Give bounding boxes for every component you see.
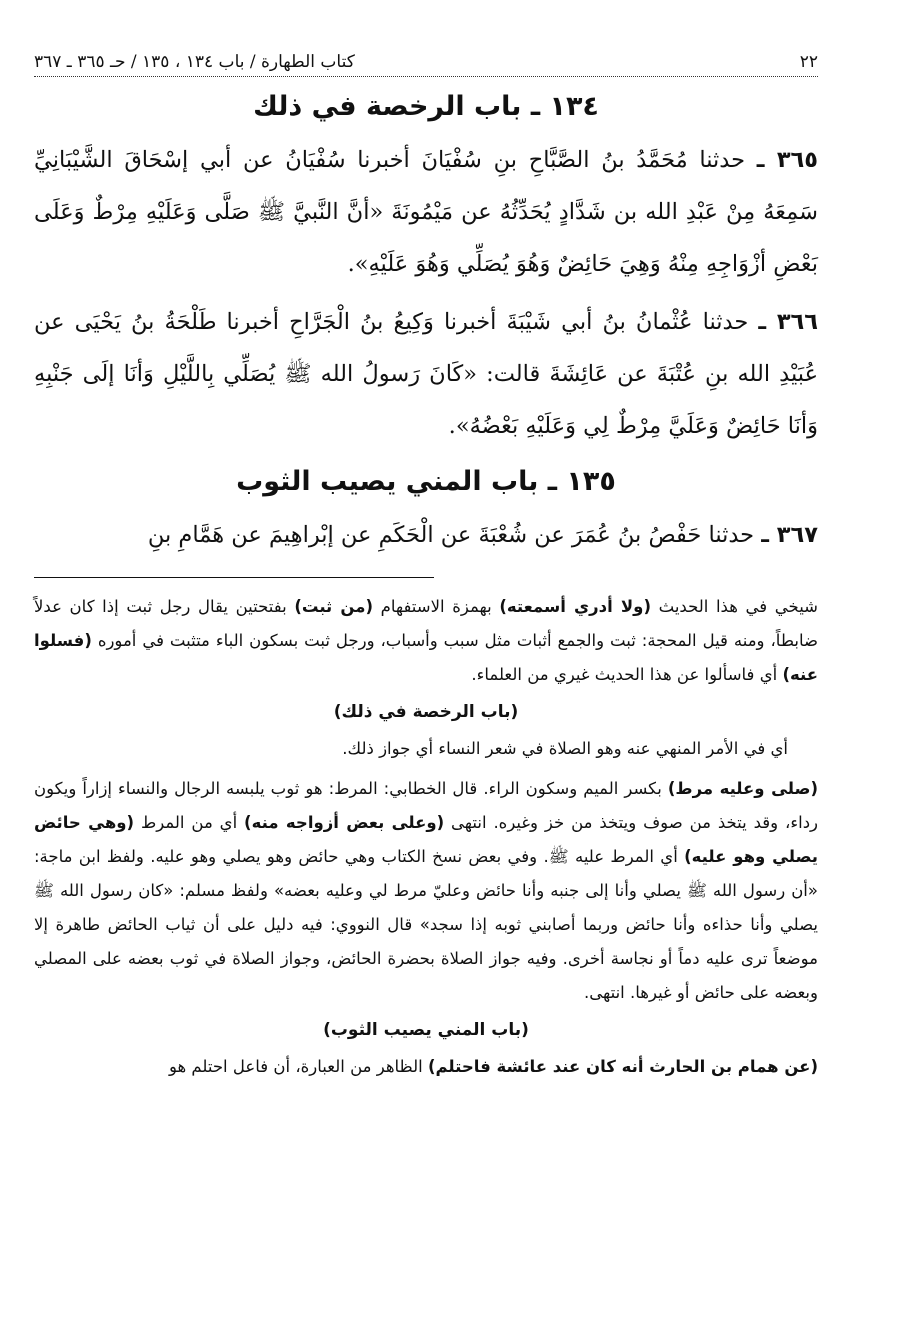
commentary-text: أي فاسألوا عن هذا الحديث غيري من العلماء.: [471, 665, 783, 684]
page-number: ٢٢: [799, 52, 818, 72]
hadith-number: ٣٦٧ ـ: [761, 522, 818, 548]
commentary-bold: (من ثبت): [294, 597, 373, 616]
commentary-bold: (وهي حائض يصلي وهو عليه): [34, 813, 819, 866]
commentary-text: أي من المرط: [134, 813, 245, 832]
commentary-text: بهمزة الاستفهام: [372, 597, 500, 616]
commentary-text: بكسر الميم وسكون الراء. قال الخطابي: المرط: هو ثوب يلبسه الرجال والنساء إزاراً ويكون رداء، وقد يتخذ من صوف ويتخذ من خز وغيره. انتهى: [34, 779, 819, 832]
commentary-text: الظاهر من العبارة، أن فاعل احتلم هو: [168, 1057, 428, 1076]
commentary-bold: (ولا أدري أسمعته): [499, 597, 651, 616]
commentary-paragraph: أي في الأمر المنهي عنه وهو الصلاة في شعر النساء أي جواز ذلك.: [342, 739, 788, 758]
commentary-bold: (فسلوا عنه): [34, 631, 818, 684]
hadith-text: حدثنا عُثْمانُ بنُ أبي شَيْبَةَ أخبرنا وَكِيعُ بنُ الْجَرَّاحِ أخبرنا طَلْحَةُ بنُ يَحْيَى عن عُبَيْدِ الله بنِ عُتْبَةَ عن عَائِشَةَ قالت: «كَانَ رَسولُ الله ﷺ يُصَلِّي بِاللَّيْلِ وَأنَا إلَى جَنْبِهِ وَأنَا حَائِضٌ وَعَلَيَّ مِرْطٌ لِي وَعَلَيْهِ بَعْضُهُ».: [34, 309, 818, 439]
commentary-bold: (صلى وعليه مرط): [667, 779, 818, 798]
section-title-135: ١٣٥ ـ باب المني يصيب الثوب: [236, 466, 616, 497]
commentary-text: بفتحتين يقال رجل ثبت إذا كان عدلاً ضابطاً، ومنه قيل المحجة: ثبت والجمع أثبات مثل سبب وأسباب، ورجل ثبت بسكون الباء متثبت في أموره: [34, 597, 818, 650]
hadith-number: ٣٦٦ ـ: [758, 309, 819, 335]
hadith-text: حدثنا مُحَمَّدُ بنُ الصَّبَّاحِ بنِ سُفْيَانَ أخبرنا سُفْيَانُ عن أبي إسْحَاقَ الشَّيْبَانِيِّ سَمِعَهُ مِنْ عَبْدِ الله بن شَدَّادٍ يُحَدِّثُهُ عن مَيْمُونَةَ «أنَّ النَّبيَّ ﷺ صَلَّى وَعَلَيْهِ مِرْطٌ وَعَلَى بَعْضِ أزْوَاجِهِ مِنْهُ وَهِيَ حَائِضٌ وَهُوَ يُصَلِّي وَهُوَ عَلَيْهِ».: [34, 147, 818, 277]
footnote-divider: [34, 577, 434, 578]
commentary-text: شيخي في هذا الحديث: [650, 597, 819, 616]
commentary-paragraph: [34, 772, 818, 1010]
commentary-bold: (وعلى بعض أزواجه منه): [244, 813, 445, 832]
commentary-bold: (عن همام بن الحارث أنه كان عند عائشة فاحتلم): [427, 1057, 818, 1076]
commentary-heading: (باب المني يصيب الثوب): [323, 1020, 529, 1040]
commentary-heading: (باب الرخصة في ذلك): [333, 702, 519, 722]
section-title-134: ١٣٤ ـ باب الرخصة في ذلك: [253, 91, 599, 122]
running-header: [34, 52, 818, 77]
running-title: كتاب الطهارة / باب ١٣٤ ، ١٣٥ / حـ ٣٦٥ ـ ٣٦٧: [34, 52, 355, 72]
commentary-paragraph: [34, 1050, 818, 1084]
hadith-number: ٣٦٥ ـ: [756, 147, 819, 173]
commentary-text: أي المرط عليه ﷺ. وفي بعض نسخ الكتاب وهي حائض وهو يصلي وهو عليه. ولفظ ابن ماجة: «أن رسول الله ﷺ يصلي وأنا إلى جنبه وأنا حائض وعليّ مرط لي وعليه بعضه» ولفظ مسلم: «كان رسول الله ﷺ يصلي وأنا حذاءه وأنا حائض وربما أصابني ثوبه إذا سجد» قال النووي: فيه دليل على أن ثياب الحائض طاهرة إلا موضعاً ترى عليه دماً أو نجاسة أخرى. وفيه جواز الصلاة بحضرة الحائض، وجواز الصلاة في ثوب بعضه على المصلي وبعضه على حائض أو غيرها. انتهى.: [34, 847, 818, 1002]
commentary-paragraph: [34, 590, 818, 692]
hadith-365: [34, 134, 818, 290]
hadith-text: حدثنا حَفْصُ بنُ عُمَرَ عن شُعْبَةَ عن الْحَكَمِ عن إبْراهِيمَ عن هَمَّامِ بنِ: [147, 522, 755, 548]
hadith-366: [34, 296, 818, 452]
hadith-367: [34, 509, 818, 561]
